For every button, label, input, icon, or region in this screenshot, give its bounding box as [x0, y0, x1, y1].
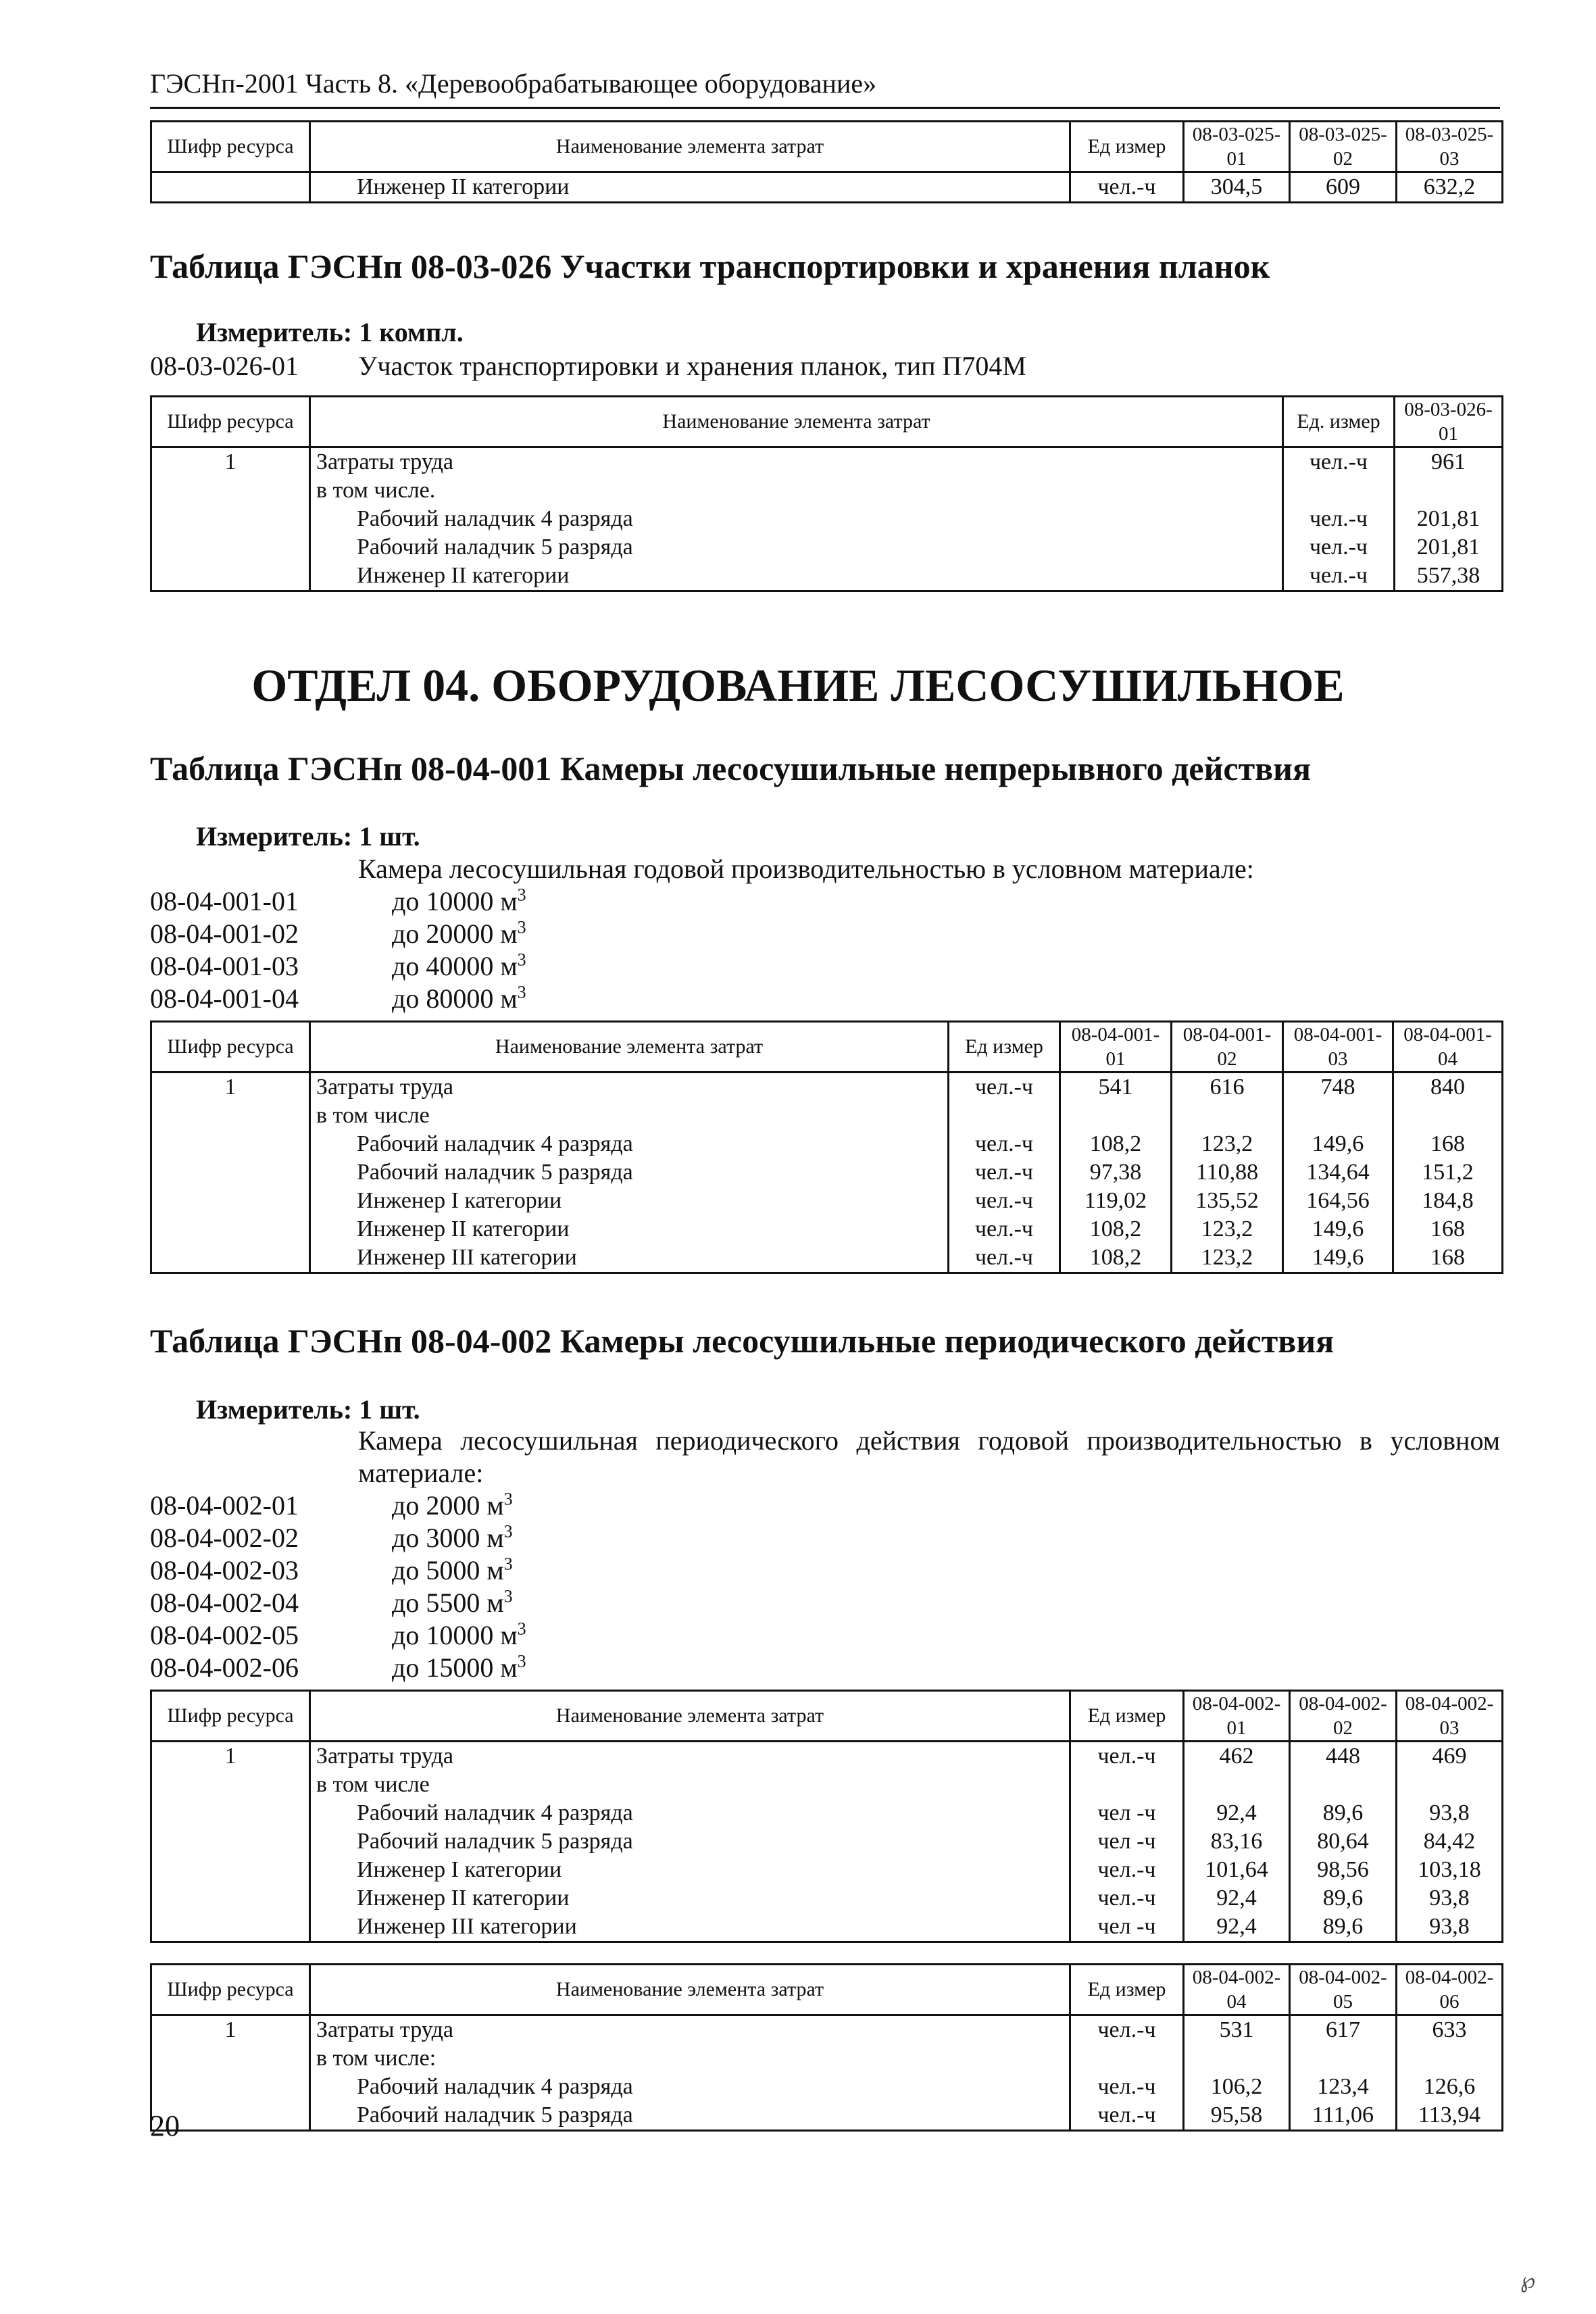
table-row	[151, 2101, 1503, 2131]
variant-capacity	[392, 1490, 513, 1521]
variant-code: 08-04-002-01	[150, 1490, 299, 1521]
variant-capacity	[392, 885, 526, 917]
header-column-code: 08-03-025-01	[1184, 122, 1290, 172]
cell-unit: чел.-ч	[1070, 2015, 1184, 2045]
header-column-code: 08-04-002-04	[1184, 1965, 1290, 2015]
header-name: Наименование элемента затрат	[310, 122, 1070, 172]
cell-value: 632,2	[1397, 172, 1503, 203]
cell-value: 92,4	[1184, 1799, 1290, 1827]
cell-name: в том числе	[310, 1102, 949, 1130]
cell-value: 80,64	[1290, 1827, 1397, 1856]
variant-code: 08-04-002-02	[150, 1523, 299, 1553]
cell-value: 123,2	[1172, 1130, 1283, 1158]
cell-value: 123,2	[1172, 1215, 1283, 1244]
running-head: ГЭСНп-2001 Часть 8. «Деревообрабатывающее оборудование»	[150, 68, 877, 99]
table-row	[151, 1827, 1503, 1856]
cell-code	[151, 1130, 310, 1158]
cell-value: 617	[1290, 2015, 1397, 2045]
header-unit: Ед. измер	[1283, 397, 1395, 447]
variant-capacity-text: до 10000 м	[392, 886, 518, 916]
header-column-code: 08-03-026-01	[1395, 397, 1503, 447]
cell-code	[151, 172, 310, 203]
cell-unit	[1070, 2044, 1184, 2073]
cell-value: 168	[1393, 1215, 1503, 1244]
header-code: Шифр ресурса	[151, 1022, 310, 1073]
cell-name: Инженер II категории	[310, 172, 1070, 203]
cell-value: 92,4	[1184, 1913, 1290, 1942]
header-name: Наименование элемента затрат	[310, 397, 1283, 447]
cell-unit: чел.-ч	[1070, 2101, 1184, 2131]
header-column-code: 08-04-002-02	[1290, 1691, 1397, 1742]
cell-value: 748	[1283, 1073, 1393, 1102]
cell-code	[151, 1799, 310, 1827]
cell-name: Инженер I категории	[310, 1187, 949, 1215]
table-title-08-04-002: Таблица ГЭСНп 08-04-002 Камеры лесосушильные периодического действия	[150, 1322, 1335, 1360]
cell-value	[1290, 2044, 1397, 2073]
variant-capacity-text: до 10000 м	[392, 1620, 518, 1650]
corner-mark: ℘	[1520, 2268, 1536, 2292]
header-name: Наименование элемента затрат	[310, 1691, 1070, 1742]
variant-capacity	[392, 983, 526, 1014]
cell-code	[151, 1187, 310, 1215]
header-column-code: 08-04-002-01	[1184, 1691, 1290, 1742]
variant-code: 08-04-001-01	[150, 886, 299, 916]
cell-name: Затраты труда	[310, 447, 1283, 477]
header-column-code: 08-04-001-04	[1393, 1022, 1503, 1073]
cell-name: Рабочий наладчик 5 разряда	[310, 533, 1283, 562]
variant-code: 08-04-002-05	[150, 1620, 299, 1650]
variant-capacity-text: до 2000 м	[392, 1490, 504, 1521]
cell-value	[1397, 2044, 1503, 2073]
table-row	[151, 447, 1503, 477]
cell-name: Инженер I категории	[310, 1856, 1070, 1884]
header-column-code: 08-04-002-06	[1397, 1965, 1503, 2015]
cell-value: 93,8	[1397, 1799, 1503, 1827]
table-row	[151, 1742, 1503, 1771]
cell-name: Рабочий наладчик 5 разряда	[310, 2101, 1070, 2131]
cell-value	[1172, 1102, 1283, 1130]
cell-unit: чел.-ч	[949, 1158, 1060, 1187]
cell-code	[151, 1158, 310, 1187]
cell-unit: чел.-ч	[949, 1187, 1060, 1215]
cell-value	[1290, 1771, 1397, 1799]
cell-value: 106,2	[1184, 2073, 1290, 2101]
cell-code	[151, 1771, 310, 1799]
table-row	[151, 1158, 1503, 1187]
cell-unit: чел.-ч	[949, 1130, 1060, 1158]
cell-value: 126,6	[1397, 2073, 1503, 2101]
header-code: Шифр ресурса	[151, 1965, 310, 2015]
cell-value: 184,8	[1393, 1187, 1503, 1215]
variant-capacity	[392, 918, 526, 950]
cell-value: 304,5	[1184, 172, 1290, 203]
cell-name: Затраты труда	[310, 1073, 949, 1102]
variant-capacity-text: до 15000 м	[392, 1652, 518, 1683]
cell-value: 164,56	[1283, 1187, 1393, 1215]
cell-value: 616	[1172, 1073, 1283, 1102]
header-column-code: 08-03-025-03	[1397, 122, 1503, 172]
cell-unit: чел.-ч	[1070, 172, 1184, 203]
cell-value: 93,8	[1397, 1884, 1503, 1913]
cell-value	[1395, 476, 1503, 505]
cell-value: 149,6	[1283, 1215, 1393, 1244]
header-unit: Ед измер	[1070, 1965, 1184, 2015]
table-title-08-04-001: Таблица ГЭСНп 08-04-001 Камеры лесосушильные непрерывного действия	[150, 749, 1312, 787]
table-row	[151, 2044, 1503, 2073]
cell-value: 201,81	[1395, 533, 1503, 562]
cell-value: 89,6	[1290, 1799, 1397, 1827]
cell-name: Рабочий наладчик 4 разряда	[310, 1130, 949, 1158]
cell-code	[151, 562, 310, 591]
variant-code: 08-04-001-03	[150, 951, 299, 981]
cell-name: Инженер II категории	[310, 562, 1283, 591]
variant-name: Участок транспортировки и хранения планок, тип П704М	[358, 351, 1026, 381]
header-column-code: 08-04-002-03	[1397, 1691, 1503, 1742]
cost-table-08-04-002-b	[150, 1963, 1503, 2132]
measure-line-t4	[196, 1394, 420, 1425]
cell-unit: чел.-ч	[1070, 1742, 1184, 1771]
cell-value: 89,6	[1290, 1913, 1397, 1942]
cell-code	[151, 1913, 310, 1942]
header-column-code: 08-04-001-02	[1172, 1022, 1283, 1073]
cell-code	[151, 2044, 310, 2073]
cell-value: 101,64	[1184, 1856, 1290, 1884]
cell-value: 633	[1397, 2015, 1503, 2045]
variant-capacity-text: до 5500 м	[392, 1587, 504, 1618]
cell-value	[1184, 2044, 1290, 2073]
cell-value: 462	[1184, 1742, 1290, 1771]
cell-name: Рабочий наладчик 4 разряда	[310, 505, 1283, 533]
variant-capacity-exponent: 3	[503, 1489, 513, 1509]
table-row	[151, 1884, 1503, 1913]
variant-code: 08-03-026-01	[150, 351, 299, 381]
measure-label: Измеритель:	[196, 317, 353, 347]
cell-code	[151, 505, 310, 533]
cell-code	[151, 476, 310, 505]
table-row	[151, 562, 1503, 591]
variant-capacity-text: до 20000 м	[392, 918, 518, 949]
cell-value: 151,2	[1393, 1158, 1503, 1187]
variant-code: 08-04-001-04	[150, 983, 299, 1014]
header-column-code: 08-04-002-05	[1290, 1965, 1397, 2015]
cell-code: 1	[151, 1073, 310, 1102]
cell-name: Рабочий наладчик 4 разряда	[310, 2073, 1070, 2101]
variant-capacity-exponent: 3	[503, 1521, 513, 1542]
table-row	[151, 172, 1503, 203]
measure-label: Измеритель:	[196, 821, 353, 852]
cell-name: в том числе.	[310, 476, 1283, 505]
cell-value	[1393, 1102, 1503, 1130]
cell-name: Затраты труда	[310, 2015, 1070, 2045]
cell-value: 97,38	[1060, 1158, 1172, 1187]
cell-value: 149,6	[1283, 1244, 1393, 1273]
cell-value: 98,56	[1290, 1856, 1397, 1884]
variant-capacity-exponent: 3	[503, 1554, 513, 1574]
variant-capacity-exponent: 3	[517, 917, 526, 937]
measure-value: 1 компл.	[359, 317, 464, 347]
cell-value: 135,52	[1172, 1187, 1283, 1215]
cell-value: 168	[1393, 1244, 1503, 1273]
variant-capacity-exponent: 3	[517, 982, 526, 1002]
cell-value: 201,81	[1395, 505, 1503, 533]
variant-capacity-exponent: 3	[503, 1586, 513, 1606]
table-title-08-03-026: Таблица ГЭСНп 08-03-026 Участки транспортировки и хранения планок	[150, 247, 1270, 285]
variant-capacity-exponent: 3	[517, 1619, 526, 1639]
cost-table-08-03-025	[150, 120, 1503, 203]
cell-unit: чел.-ч	[1283, 562, 1395, 591]
cell-unit: чел -ч	[1070, 1827, 1184, 1856]
header-code: Шифр ресурса	[151, 1691, 310, 1742]
variant-capacity	[392, 1619, 526, 1651]
cell-value	[1397, 1771, 1503, 1799]
cell-value: 609	[1290, 172, 1397, 203]
variant-capacity-text: до 3000 м	[392, 1523, 504, 1553]
cell-value: 469	[1397, 1742, 1503, 1771]
cell-unit: чел -ч	[1070, 1799, 1184, 1827]
cell-unit: чел.-ч	[1070, 1884, 1184, 1913]
cell-value: 531	[1184, 2015, 1290, 2045]
cell-unit	[1283, 476, 1395, 505]
table-row	[151, 1771, 1503, 1799]
cell-value: 108,2	[1060, 1130, 1172, 1158]
cell-value: 84,42	[1397, 1827, 1503, 1856]
table-row	[151, 1073, 1503, 1102]
cell-value: 134,64	[1283, 1158, 1393, 1187]
cell-code	[151, 1884, 310, 1913]
header-name: Наименование элемента затрат	[310, 1965, 1070, 2015]
cell-value: 123,4	[1290, 2073, 1397, 2101]
cell-code	[151, 1244, 310, 1273]
cell-code	[151, 533, 310, 562]
running-head-rule	[150, 107, 1500, 109]
variant-capacity-exponent: 3	[517, 885, 526, 905]
cell-value: 93,8	[1397, 1913, 1503, 1942]
cell-code	[151, 1215, 310, 1244]
cell-name: Инженер II категории	[310, 1215, 949, 1244]
variant-capacity-text: до 80000 м	[392, 983, 518, 1014]
variant-capacity-exponent: 3	[517, 950, 526, 970]
table-row	[151, 505, 1503, 533]
cell-unit: чел.-ч	[1283, 533, 1395, 562]
table-row	[151, 1102, 1503, 1130]
cell-value: 961	[1395, 447, 1503, 477]
cell-unit: чел.-ч	[1070, 2073, 1184, 2101]
header-code: Шифр ресурса	[151, 397, 310, 447]
cell-name: Рабочий наладчик 5 разряда	[310, 1827, 1070, 1856]
table-row	[151, 1244, 1503, 1273]
cell-value: 168	[1393, 1130, 1503, 1158]
cell-value: 108,2	[1060, 1244, 1172, 1273]
cell-unit: чел.-ч	[949, 1073, 1060, 1102]
table-row	[151, 1799, 1503, 1827]
cell-value: 113,94	[1397, 2101, 1503, 2131]
cell-name: Инженер III категории	[310, 1244, 949, 1273]
measure-value: 1 шт.	[359, 821, 420, 852]
cell-name: Инженер III категории	[310, 1913, 1070, 1942]
header-unit: Ед измер	[1070, 1691, 1184, 1742]
header-column-code: 08-04-001-01	[1060, 1022, 1172, 1073]
variant-capacity	[392, 1587, 513, 1619]
cell-unit	[1070, 1771, 1184, 1799]
header-column-code: 08-04-001-03	[1283, 1022, 1393, 1073]
variant-capacity-text: до 5000 м	[392, 1555, 504, 1585]
header-column-code: 08-03-025-02	[1290, 122, 1397, 172]
cost-table-08-03-026	[150, 395, 1503, 592]
cell-value	[1184, 1771, 1290, 1799]
table-row	[151, 2015, 1503, 2045]
header-code: Шифр ресурса	[151, 122, 310, 172]
cell-value: 840	[1393, 1073, 1503, 1102]
cell-value: 92,4	[1184, 1884, 1290, 1913]
header-unit: Ед измер	[1070, 122, 1184, 172]
variant-intro-line2: материале:	[358, 1458, 484, 1488]
cell-unit: чел.-ч	[1070, 1856, 1184, 1884]
table-row	[151, 2073, 1503, 2101]
measure-line-t3	[196, 820, 420, 852]
cell-value: 448	[1290, 1742, 1397, 1771]
cell-name: Рабочий наладчик 4 разряда	[310, 1799, 1070, 1827]
variant-code: 08-04-002-04	[150, 1587, 299, 1618]
table-row	[151, 533, 1503, 562]
variant-capacity-text: до 40000 м	[392, 951, 518, 981]
cell-value: 110,88	[1172, 1158, 1283, 1187]
measure-line-t2	[196, 316, 464, 348]
cell-value: 119,02	[1060, 1187, 1172, 1215]
variant-code: 08-04-002-06	[150, 1652, 299, 1683]
cell-value: 111,06	[1290, 2101, 1397, 2131]
cell-code	[151, 1102, 310, 1130]
section-heading: ОТДЕЛ 04. ОБОРУДОВАНИЕ ЛЕСОСУШИЛЬНОЕ	[251, 660, 1345, 711]
cell-code: 1	[151, 1742, 310, 1771]
cell-name: в том числе	[310, 1771, 1070, 1799]
variant-capacity-exponent: 3	[517, 1651, 526, 1671]
variant-capacity	[392, 1554, 513, 1586]
variant-code: 08-04-001-02	[150, 918, 299, 949]
cell-unit: чел -ч	[1070, 1913, 1184, 1942]
table-row	[151, 1187, 1503, 1215]
cell-code: 1	[151, 447, 310, 477]
cell-value	[1283, 1102, 1393, 1130]
cell-unit: чел.-ч	[949, 1244, 1060, 1273]
cell-unit: чел.-ч	[1283, 447, 1395, 477]
header-unit: Ед измер	[949, 1022, 1060, 1073]
table-row	[151, 1215, 1503, 1244]
cell-value: 95,58	[1184, 2101, 1290, 2131]
cell-name: Рабочий наладчик 5 разряда	[310, 1158, 949, 1187]
measure-label: Измеритель:	[196, 1394, 353, 1425]
variant-capacity	[392, 950, 526, 982]
cell-value: 108,2	[1060, 1215, 1172, 1244]
cell-unit: чел.-ч	[949, 1215, 1060, 1244]
cell-value: 149,6	[1283, 1130, 1393, 1158]
variant-capacity	[392, 1652, 526, 1683]
cell-value: 541	[1060, 1073, 1172, 1102]
variant-capacity	[392, 1522, 513, 1554]
variant-code: 08-04-002-03	[150, 1555, 299, 1585]
table-row	[151, 476, 1503, 505]
variant-intro: Камера лесосушильная годовой производительностью в условном материале:	[358, 854, 1254, 884]
cell-unit: чел.-ч	[1283, 505, 1395, 533]
cell-name: Затраты труда	[310, 1742, 1070, 1771]
cell-value	[1060, 1102, 1172, 1130]
cell-code	[151, 2073, 310, 2101]
table-row	[151, 1130, 1503, 1158]
cell-unit	[949, 1102, 1060, 1130]
cell-name: в том числе:	[310, 2044, 1070, 2073]
page-number: 20	[150, 2109, 180, 2142]
cell-value: 123,2	[1172, 1244, 1283, 1273]
cost-table-08-04-002-a	[150, 1690, 1503, 1943]
cell-value: 557,38	[1395, 562, 1503, 591]
cell-value: 89,6	[1290, 1884, 1397, 1913]
cell-code: 1	[151, 2015, 310, 2045]
cost-table-08-04-001	[150, 1020, 1503, 1274]
cell-value: 83,16	[1184, 1827, 1290, 1856]
cell-value: 103,18	[1397, 1856, 1503, 1884]
table-row	[151, 1913, 1503, 1942]
measure-value: 1 шт.	[359, 1394, 420, 1425]
header-name: Наименование элемента затрат	[310, 1022, 949, 1073]
cell-name: Инженер II категории	[310, 1884, 1070, 1913]
cell-code	[151, 1827, 310, 1856]
variant-intro-line1: Камера лесосушильная периодического действия годовой производительностью в условном	[358, 1425, 1500, 1456]
table-row	[151, 1856, 1503, 1884]
cell-code	[151, 1856, 310, 1884]
